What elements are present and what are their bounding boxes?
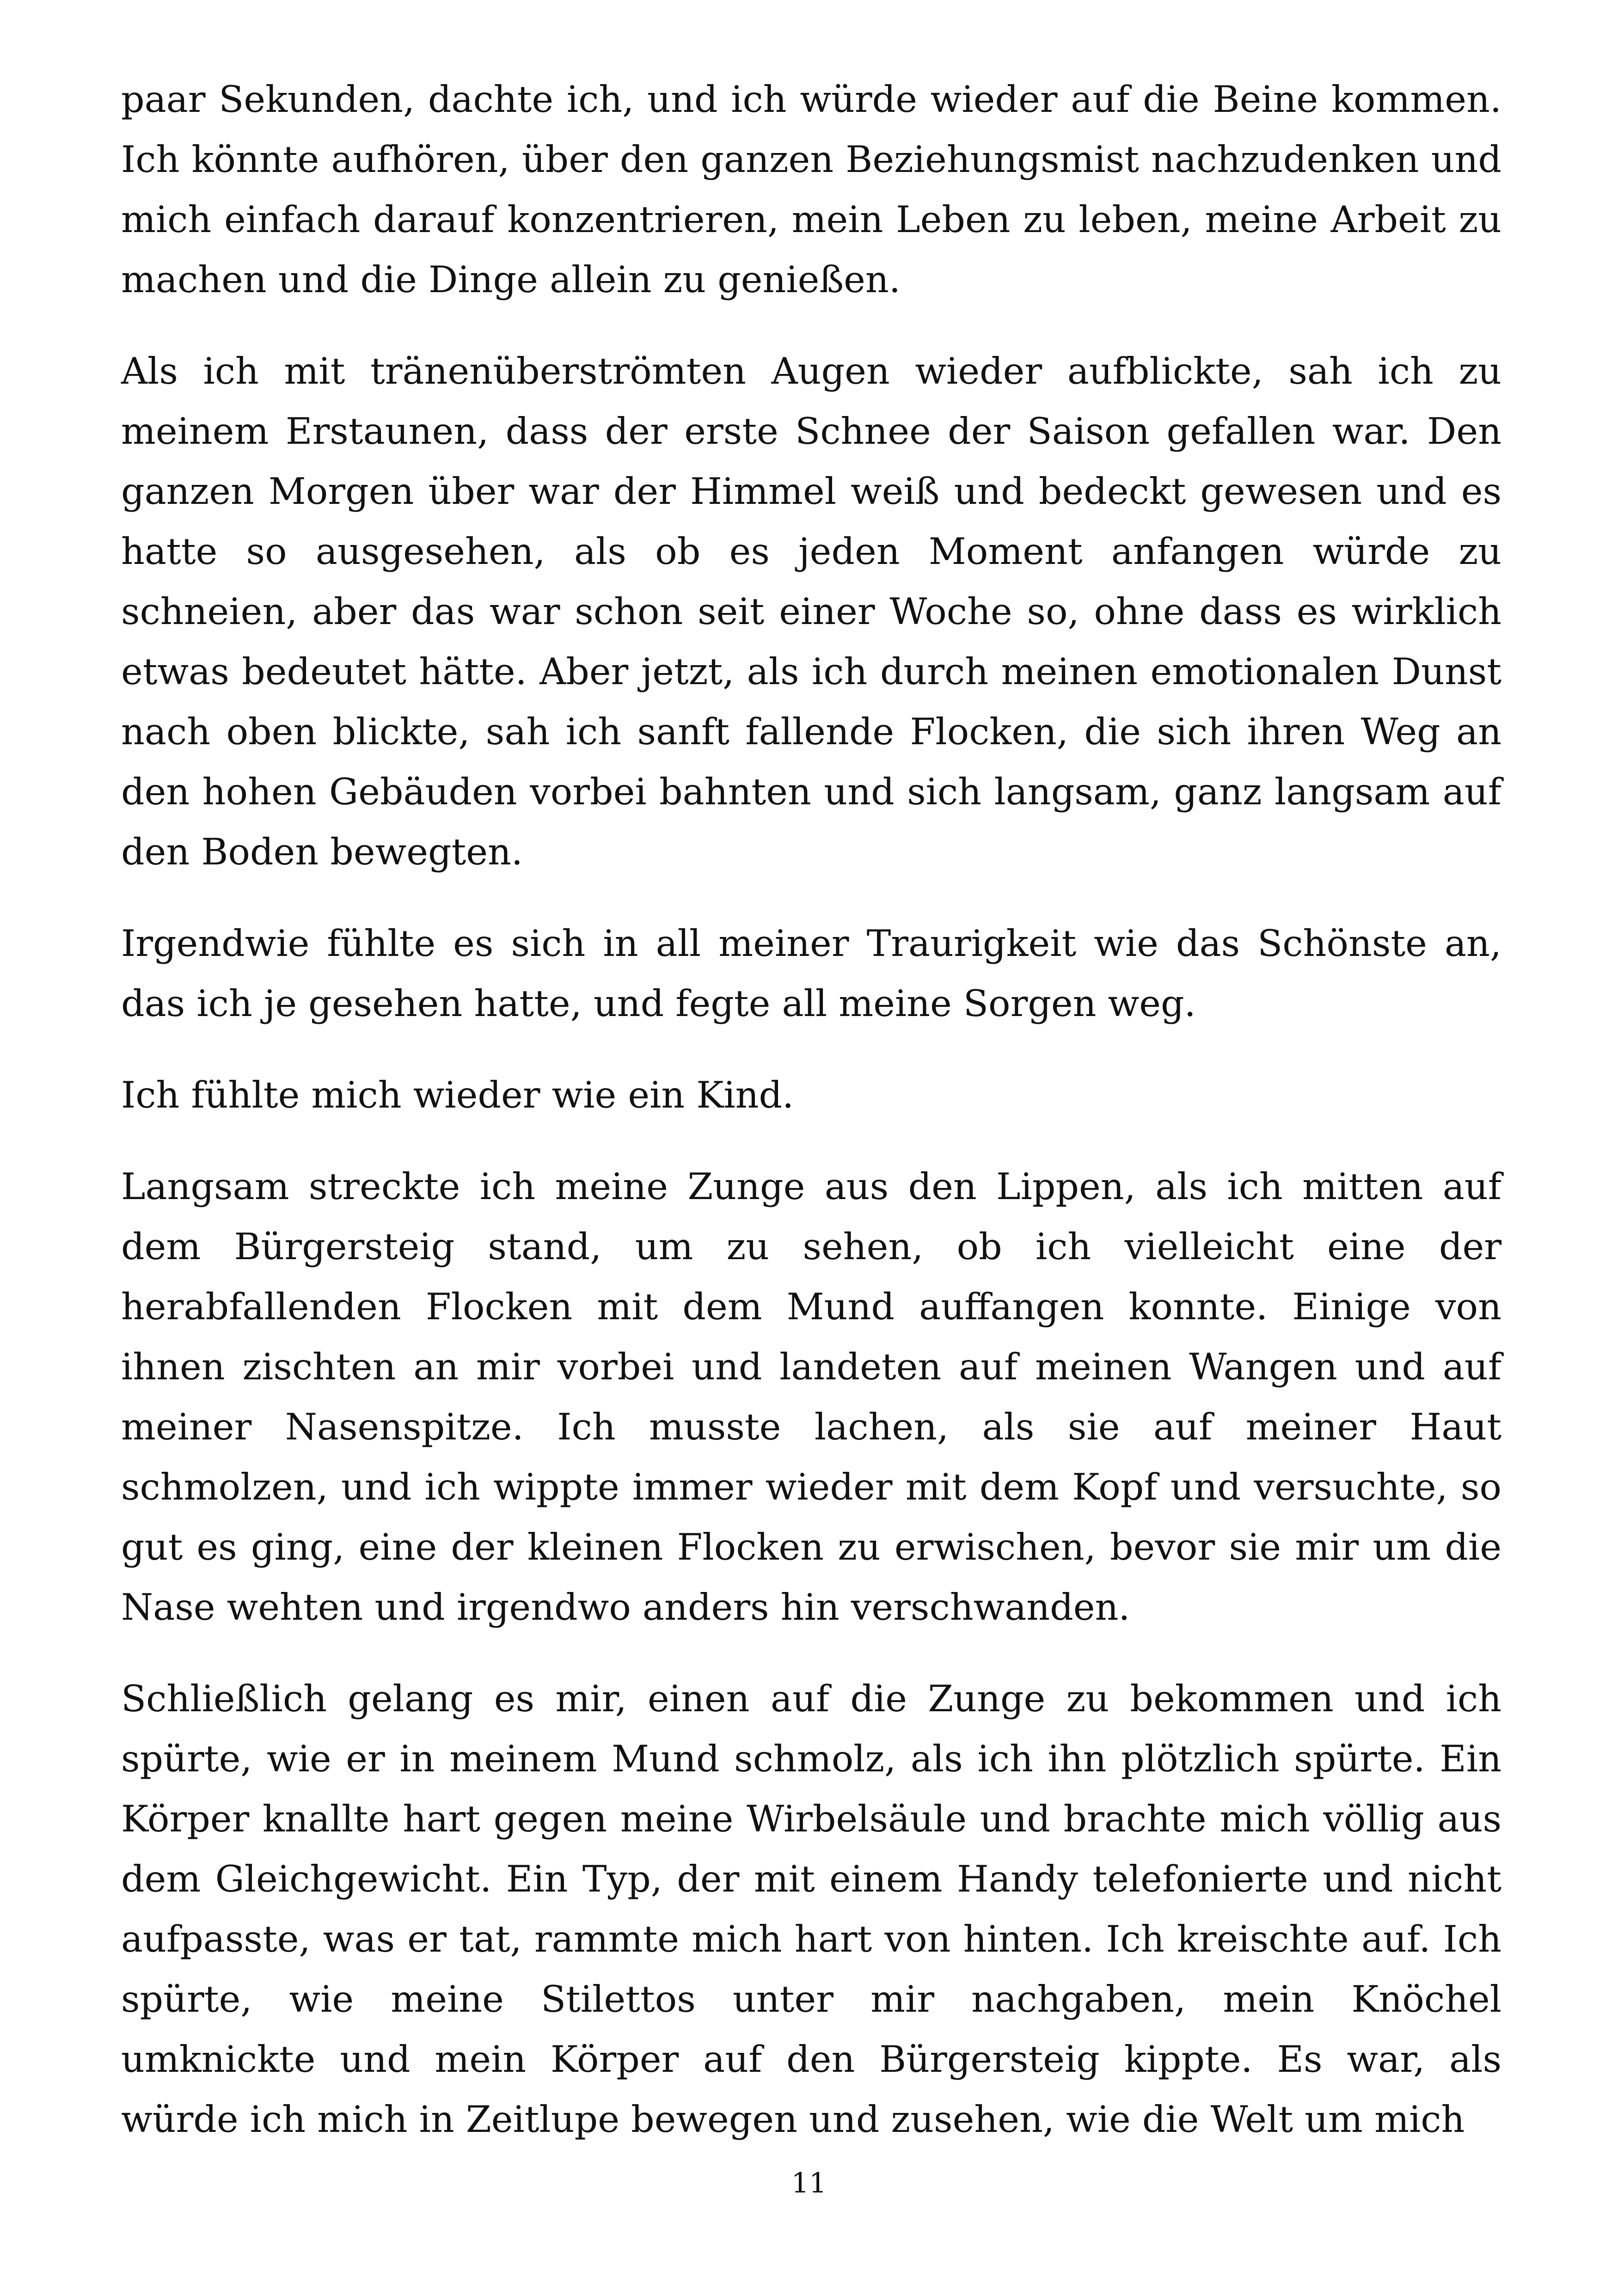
paragraph-2: Als ich mit tränenüberströmten Augen wieder aufblickte, sah ich zu meinem Erstaunen, dass der erste Schnee der Saison gefallen war. Den ganzen Morgen über war der Himmel weiß und bedeckt gewesen und es hatte so ausgesehen, als ob es jeden Moment anfangen würde zu schneien, aber das war schon seit einer Woche so, ohne dass es wirklich etwas bedeutet hätte. Aber jetzt, als ich durch meinen emotionalen Dunst nach oben blickte, sah ich sanft fallende Flocken, die sich ihren Weg an den hohen Gebäuden vorbei bahnten und sich langsam, ganz langsam auf den Boden bewegten. — [121, 350, 1502, 873]
paragraph-6: Schließlich gelang es mir, einen auf die Zunge zu bekommen und ich spürte, wie er in meinem Mund schmolz, als ich ihn plötzlich spürte. Ein Körper knallte hart gegen meine Wirbelsäule und brachte mich völlig aus dem Gleichgewicht. Ein Typ, der mit einem Handy telefonierte und nicht aufpasste, was er tat, rammte mich hart von hinten. Ich kreischte auf. Ich spürte, wie meine Stilettos unter mir nachgaben, mein Knöchel umknickte und mein Körper auf den Bürgersteig kippte. Es war, als würde ich mich in Zeitlupe bewegen und zusehen, wie die Welt um mich — [121, 1678, 1502, 2141]
paragraph-4: Ich fühlte mich wieder wie ein Kind. — [121, 1074, 794, 1116]
paragraph-1: paar Sekunden, dachte ich, und ich würde wieder auf die Beine kommen. Ich könnte aufhören, über den ganzen Beziehungsmist nachzudenken und mich einfach darauf konzentrieren, mein Leben zu leben, meine Arbeit zu machen und die Dinge allein zu genießen. — [121, 78, 1502, 301]
page-body — [121, 69, 1502, 2149]
paragraph-3: Irgendwie fühlte es sich in all meiner Traurigkeit wie das Schönste an, das ich je gesehen hatte, und fegte all meine Sorgen weg. — [121, 922, 1502, 1025]
paragraph-5: Langsam streckte ich meine Zunge aus den Lippen, als ich mitten auf dem Bürgersteig stand, um zu sehen, ob ich vielleicht eine der herabfallenden Flocken mit dem Mund auffangen konnte. Einige von ihnen zischten an mir vorbei und landeten auf meinen Wangen und auf meiner Nasenspitze. Ich musste lachen, als sie auf meiner Haut schmolzen, und ich wippte immer wieder mit dem Kopf und versuchte, so gut es ging, eine der kleinen Flocken zu erwischen, bevor sie mir um die Nase wehten und irgendwo anders hin verschwanden. — [121, 1165, 1502, 1629]
page-number: 11 — [791, 2167, 827, 2199]
